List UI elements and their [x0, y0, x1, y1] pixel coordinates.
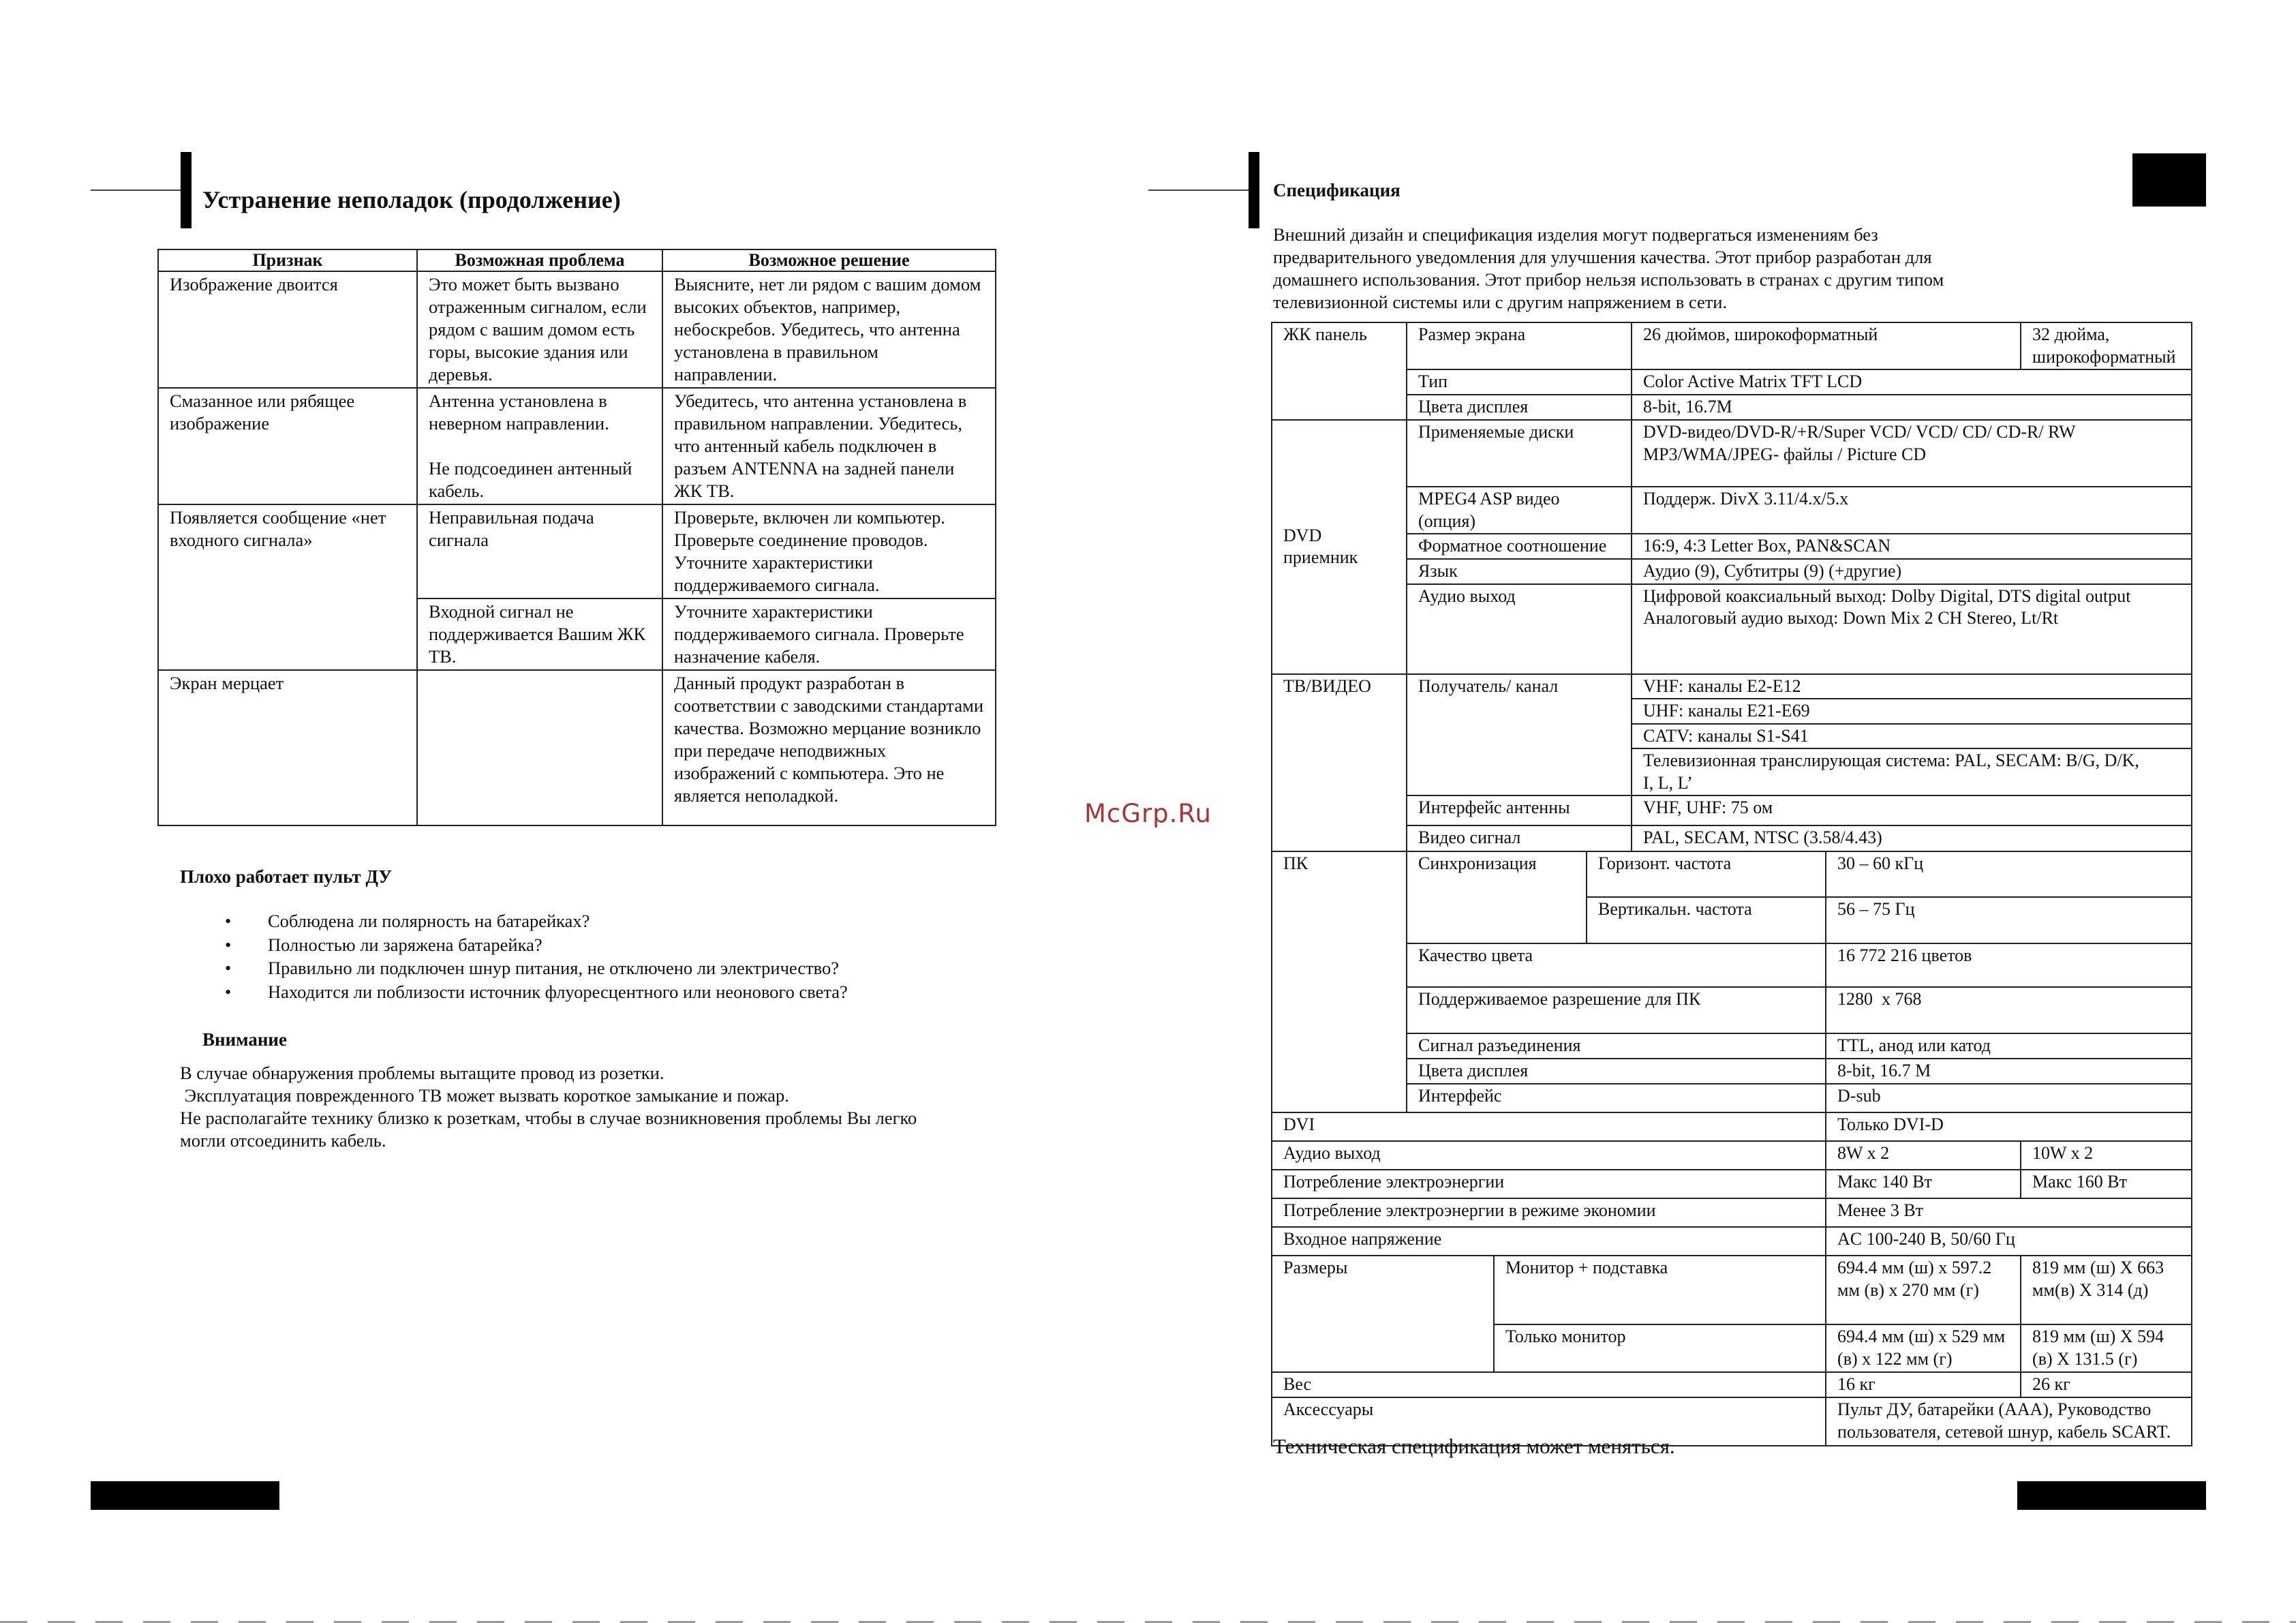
spec-intro	[1273, 224, 2091, 314]
spec-row	[1272, 1372, 2192, 1397]
spec-value: 8-bit, 16.7M	[1632, 395, 2192, 420]
spec-value: 8-bit, 16.7 M	[1826, 1059, 2192, 1084]
spec-label: Цвета дисплея	[1407, 395, 1632, 420]
spec-value: 32 дюйма, широкоформатный	[2021, 322, 2192, 369]
spec-row	[1272, 1033, 2192, 1059]
spec-value: VHF: каналы E2-E12	[1632, 674, 2192, 699]
remote-checklist	[225, 909, 848, 1003]
spec-row	[1272, 395, 2192, 420]
intro-line: домашнего использования. Этот прибор нельзя использовать в странах с другим типом	[1273, 269, 1944, 290]
right-footer-bar	[2017, 1481, 2206, 1510]
spec-row	[1272, 1256, 2192, 1324]
spec-value: Пульт ДУ, батарейки (ААА), Руководство пользователя, сетевой шнур, кабель SCART.	[1826, 1397, 2192, 1446]
spec-label: Размеры	[1272, 1256, 1494, 1372]
left-header-bar	[181, 152, 192, 228]
spec-label: DVI	[1272, 1112, 1826, 1141]
spec-row	[1272, 534, 2192, 559]
spec-label: Цвета дисплея	[1407, 1059, 1826, 1084]
solution-cell: Данный продукт разработан в соответствии с заводскими стандартами качества. Возможно мерцание возникло при передаче неподвижных изображений с компьютера. Это не является неполадкой.	[662, 670, 996, 825]
spec-group-label: ТВ/ВИДЕО	[1272, 674, 1407, 852]
spec-value: 56 – 75 Гц	[1826, 897, 2192, 943]
spec-value: 30 – 60 кГц	[1826, 851, 2192, 897]
solution-cell: Убедитесь, что антенна установлена в правильном направлении. Убедитесь, что антенный кабель подключен в разъем ANTENNA на задней панели ЖК ТВ.	[662, 388, 996, 504]
spec-label: MPEG4 ASP видео (опция)	[1407, 487, 1632, 534]
spec-label: Видео сигнал	[1407, 825, 1632, 851]
spec-value: Макс 140 Вт	[1826, 1170, 2021, 1198]
spec-value-line: Аналоговый аудио выход: Down Mix 2 CH Stereo, Lt/Rt	[1643, 608, 2059, 628]
spec-value: 26 дюймов, широкоформатный	[1632, 322, 2021, 369]
symptom-cell: Изображение двоится	[158, 271, 417, 388]
spec-row	[1272, 943, 2192, 987]
symptom-cell: Появляется сообщение «нет входного сигнала»	[158, 504, 417, 670]
column-header: Возможная проблема	[417, 249, 662, 271]
problem-cell	[417, 388, 662, 504]
table-row	[158, 388, 996, 504]
spec-label: Потребление электроэнергии в режиме экономии	[1272, 1198, 1826, 1227]
spec-label: Аксессуары	[1272, 1397, 1826, 1446]
spec-row	[1272, 1170, 2192, 1198]
spec-group-label: ЖК панель	[1272, 322, 1407, 420]
spec-label: Качество цвета	[1407, 943, 1826, 987]
spec-value: Только DVI-D	[1826, 1112, 2192, 1141]
problem-cell: Это может быть вызвано отраженным сигналом, если рядом с вашим домом есть горы, высокие здания или деревья.	[417, 271, 662, 388]
spec-value: TTL, анод или катод	[1826, 1033, 2192, 1059]
spec-value-line: Цифровой коаксиальный выход: Dolby Digital, DTS digital output	[1643, 586, 2131, 606]
list-item: • Соблюдена ли полярность на батарейках?	[225, 909, 848, 933]
solution-cell: Выясните, нет ли рядом с вашим домом высоких объектов, например, небоскребов. Убедитесь, что антенна установлена в правильном направлении.	[662, 271, 996, 388]
spec-value: Телевизионная транслирующая система: PAL, SECAM: B/G, D/K, I, L, L’	[1632, 748, 2192, 795]
symptom-cell: Экран мерцает	[158, 670, 417, 825]
spec-label: Интерфейс	[1407, 1084, 1826, 1112]
spec-value: 10W x 2	[2021, 1141, 2192, 1170]
spec-label: Тип	[1407, 369, 1632, 395]
right-header-bar	[1249, 152, 1259, 228]
spec-label: Синхронизация	[1407, 851, 1587, 943]
table-row	[158, 271, 996, 388]
spec-label: Размер экрана	[1407, 322, 1632, 369]
spec-value: AC 100-240 В, 50/60 Гц	[1826, 1227, 2192, 1256]
problem-cell	[417, 670, 662, 825]
spec-title: Спецификация	[1273, 180, 1400, 200]
spec-row	[1272, 1059, 2192, 1084]
list-item: • Полностью ли заряжена батарейка?	[225, 933, 848, 957]
spec-value: Менее 3 Вт	[1826, 1198, 2192, 1227]
spec-group-label	[1272, 420, 1407, 674]
problem-cell: Входной сигнал не поддерживается Вашим ЖК ТВ.	[417, 598, 662, 670]
spec-row	[1272, 1198, 2192, 1227]
spec-row	[1272, 369, 2192, 395]
spec-value: 694.4 мм (ш) x 597.2 мм (в) x 270 мм (г)	[1826, 1256, 2021, 1324]
troubleshooting-table	[157, 249, 996, 826]
spec-group-label: ПК	[1272, 851, 1407, 1112]
spec-table	[1271, 322, 2192, 1446]
right-header-rule	[1148, 189, 1251, 191]
column-header: Признак	[158, 249, 417, 271]
spec-value: Аудио (9), Субтитры (9) (+другие)	[1632, 559, 2192, 584]
spec-label: Вес	[1272, 1372, 1826, 1397]
spec-value: 16 кг	[1826, 1372, 2021, 1397]
spec-value: VHF, UHF: 75 ом	[1632, 795, 2192, 825]
spec-row	[1272, 674, 2192, 699]
page-tab-block	[2132, 153, 2206, 207]
problem-text: Антенна установлена в неверном направлении.	[429, 391, 609, 434]
spec-row	[1272, 987, 2192, 1033]
spec-value: 16:9, 4:3 Letter Box, PAN&SCAN	[1632, 534, 2192, 559]
table-header-row	[158, 249, 996, 271]
spec-row	[1272, 1141, 2192, 1170]
spec-label: Поддерживаемое разрешение для ПК	[1407, 987, 1826, 1033]
spec-value: 1280 x 768	[1826, 987, 2192, 1033]
spec-value	[1632, 584, 2192, 674]
spec-row	[1272, 851, 2192, 897]
spec-value: Макс 160 Вт	[2021, 1170, 2192, 1198]
spec-footer-note: Техническая спецификация может меняться.	[1273, 1434, 1675, 1458]
table-row	[158, 670, 996, 825]
column-header: Возможное решение	[662, 249, 996, 271]
spec-group-text: DVD приемник	[1283, 525, 1358, 568]
warning-line: Эксплуатация поврежденного ТВ может вызвать короткое замыкание и пожар.	[180, 1085, 789, 1106]
spec-row	[1272, 559, 2192, 584]
left-footer-bar	[91, 1481, 279, 1510]
warning-title: Внимание	[202, 1029, 287, 1050]
spec-label: Входное напряжение	[1272, 1227, 1826, 1256]
spec-value: Color Active Matrix TFT LCD	[1632, 369, 2192, 395]
table-row	[158, 504, 996, 598]
problem-cell: Неправильная подача сигнала	[417, 504, 662, 598]
spec-value: 16 772 216 цветов	[1826, 943, 2192, 987]
spec-value: UHF: каналы E21-E69	[1632, 699, 2192, 724]
list-item: • Находится ли поблизости источник флуоресцентного или неонового света?	[225, 980, 848, 1004]
spec-label: Язык	[1407, 559, 1632, 584]
intro-line: предварительного уведомления для улучшения качества. Этот прибор разработан для	[1273, 247, 1932, 267]
spec-value: DVD-видео/DVD-R/+R/Super VCD/ VCD/ CD/ CD-R/ RW MP3/WMA/JPEG- файлы / Picture CD	[1632, 420, 2192, 487]
left-header-rule	[91, 189, 183, 191]
page-title: Устранение неполадок (продолжение)	[202, 186, 621, 213]
spec-label: Потребление электроэнергии	[1272, 1170, 1826, 1198]
spec-row	[1272, 825, 2192, 851]
spec-value: 8W x 2	[1826, 1141, 2021, 1170]
spec-row	[1272, 1227, 2192, 1256]
remote-section-title: Плохо работает пульт ДУ	[180, 866, 393, 887]
solution-cell: Проверьте, включен ли компьютер. Проверьте соединение проводов. Уточните характеристики поддерживаемого сигнала.	[662, 504, 996, 598]
spec-row	[1272, 487, 2192, 534]
spec-value: D-sub	[1826, 1084, 2192, 1112]
spec-label: Аудио выход	[1272, 1141, 1826, 1170]
spec-value: PAL, SECAM, NTSC (3.58/4.43)	[1632, 825, 2192, 851]
spec-row	[1272, 420, 2192, 487]
warning-text	[180, 1062, 1018, 1152]
spec-sublabel: Горизонт. частота	[1587, 851, 1826, 897]
spec-label: Форматное соотношение	[1407, 534, 1632, 559]
spec-row	[1272, 584, 2192, 674]
spec-row	[1272, 322, 2192, 369]
spec-value: 819 мм (ш) X 594 (в) X 131.5 (г)	[2021, 1324, 2192, 1372]
spec-label: Применяемые диски	[1407, 420, 1632, 487]
problem-text: Не подсоединен антенный кабель.	[429, 458, 632, 501]
symptom-cell: Смазанное или рябящее изображение	[158, 388, 417, 504]
spec-row	[1272, 1112, 2192, 1141]
spec-label: Получатель/ канал	[1407, 674, 1632, 796]
spec-label: Сигнал разъединения	[1407, 1033, 1826, 1059]
spec-sublabel: Монитор + подставка	[1494, 1256, 1826, 1324]
solution-cell: Уточните характеристики поддерживаемого сигнала. Проверьте назначение кабеля.	[662, 598, 996, 670]
spec-sublabel: Только монитор	[1494, 1324, 1826, 1372]
warning-line: могли отсоединить кабель.	[180, 1130, 386, 1151]
intro-line: Внешний дизайн и спецификация изделия могут подвергаться изменениям без	[1273, 224, 1878, 245]
list-item: • Правильно ли подключен шнур питания, не отключено ли электричество?	[225, 956, 848, 980]
spec-label: Аудио выход	[1407, 584, 1632, 674]
spec-value: Поддерж. DivX 3.11/4.x/5.x	[1632, 487, 2192, 534]
spec-value: 819 мм (ш) X 663 мм(в) X 314 (д)	[2021, 1256, 2192, 1324]
spec-sublabel: Вертикальн. частота	[1587, 897, 1826, 943]
intro-line: телевизионной системы или с другим напряжением в сети.	[1273, 292, 1728, 312]
spec-value: CATV: каналы S1-S41	[1632, 724, 2192, 749]
spec-label: Интерфейс антенны	[1407, 795, 1632, 825]
warning-line: Не располагайте технику близко к розеткам, чтобы в случае возникновения проблемы Вы легко	[180, 1108, 917, 1128]
spec-row	[1272, 1084, 2192, 1112]
watermark-text: McGrp.Ru	[1084, 799, 1212, 828]
spec-row	[1272, 795, 2192, 825]
spec-value: 26 кг	[2021, 1372, 2192, 1397]
spec-value: 694.4 мм (ш) x 529 мм (в) x 122 мм (г)	[1826, 1324, 2021, 1372]
warning-line: В случае обнаружения проблемы вытащите провод из розетки.	[180, 1063, 664, 1083]
